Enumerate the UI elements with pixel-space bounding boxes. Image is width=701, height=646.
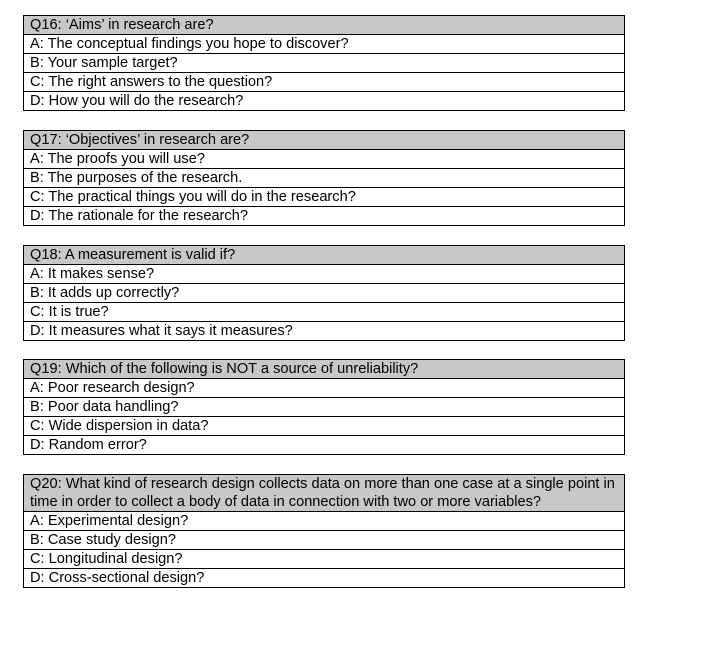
option-a: A: It makes sense? [24, 265, 625, 284]
question-text: Q17: ‘Objectives’ in research are? [24, 131, 625, 150]
question-table-q16 [23, 15, 625, 111]
option-c: C: It is true? [24, 303, 625, 322]
option-c: C: The right answers to the question? [24, 73, 625, 92]
question-table-q17 [23, 130, 625, 226]
option-c: C: The practical things you will do in the research? [24, 188, 625, 207]
option-a: A: Experimental design? [24, 512, 625, 531]
option-b: B: Your sample target? [24, 54, 625, 73]
option-b: B: Case study design? [24, 531, 625, 550]
question-text: Q20: What kind of research design collects data on more than one case at a single point in time in order to collect a body of data in connection with two or more variables? [24, 475, 625, 512]
question-table-q20 [23, 474, 625, 588]
question-text: Q19: Which of the following is NOT a source of unreliability? [24, 360, 625, 379]
option-d: D: Cross-sectional design? [24, 569, 625, 588]
option-d: D: It measures what it says it measures? [24, 322, 625, 341]
option-d: D: The rationale for the research? [24, 207, 625, 226]
option-a: A: The proofs you will use? [24, 150, 625, 169]
question-table-q18 [23, 245, 625, 341]
question-text: Q18: A measurement is valid if? [24, 246, 625, 265]
option-d: D: How you will do the research? [24, 92, 625, 111]
option-a: A: Poor research design? [24, 379, 625, 398]
option-c: C: Wide dispersion in data? [24, 417, 625, 436]
question-table-q19 [23, 359, 625, 455]
option-b: B: It adds up correctly? [24, 284, 625, 303]
option-a: A: The conceptual findings you hope to discover? [24, 35, 625, 54]
question-text: Q16: ‘Aims’ in research are? [24, 16, 625, 35]
option-c: C: Longitudinal design? [24, 550, 625, 569]
option-b: B: The purposes of the research. [24, 169, 625, 188]
option-b: B: Poor data handling? [24, 398, 625, 417]
option-d: D: Random error? [24, 436, 625, 455]
